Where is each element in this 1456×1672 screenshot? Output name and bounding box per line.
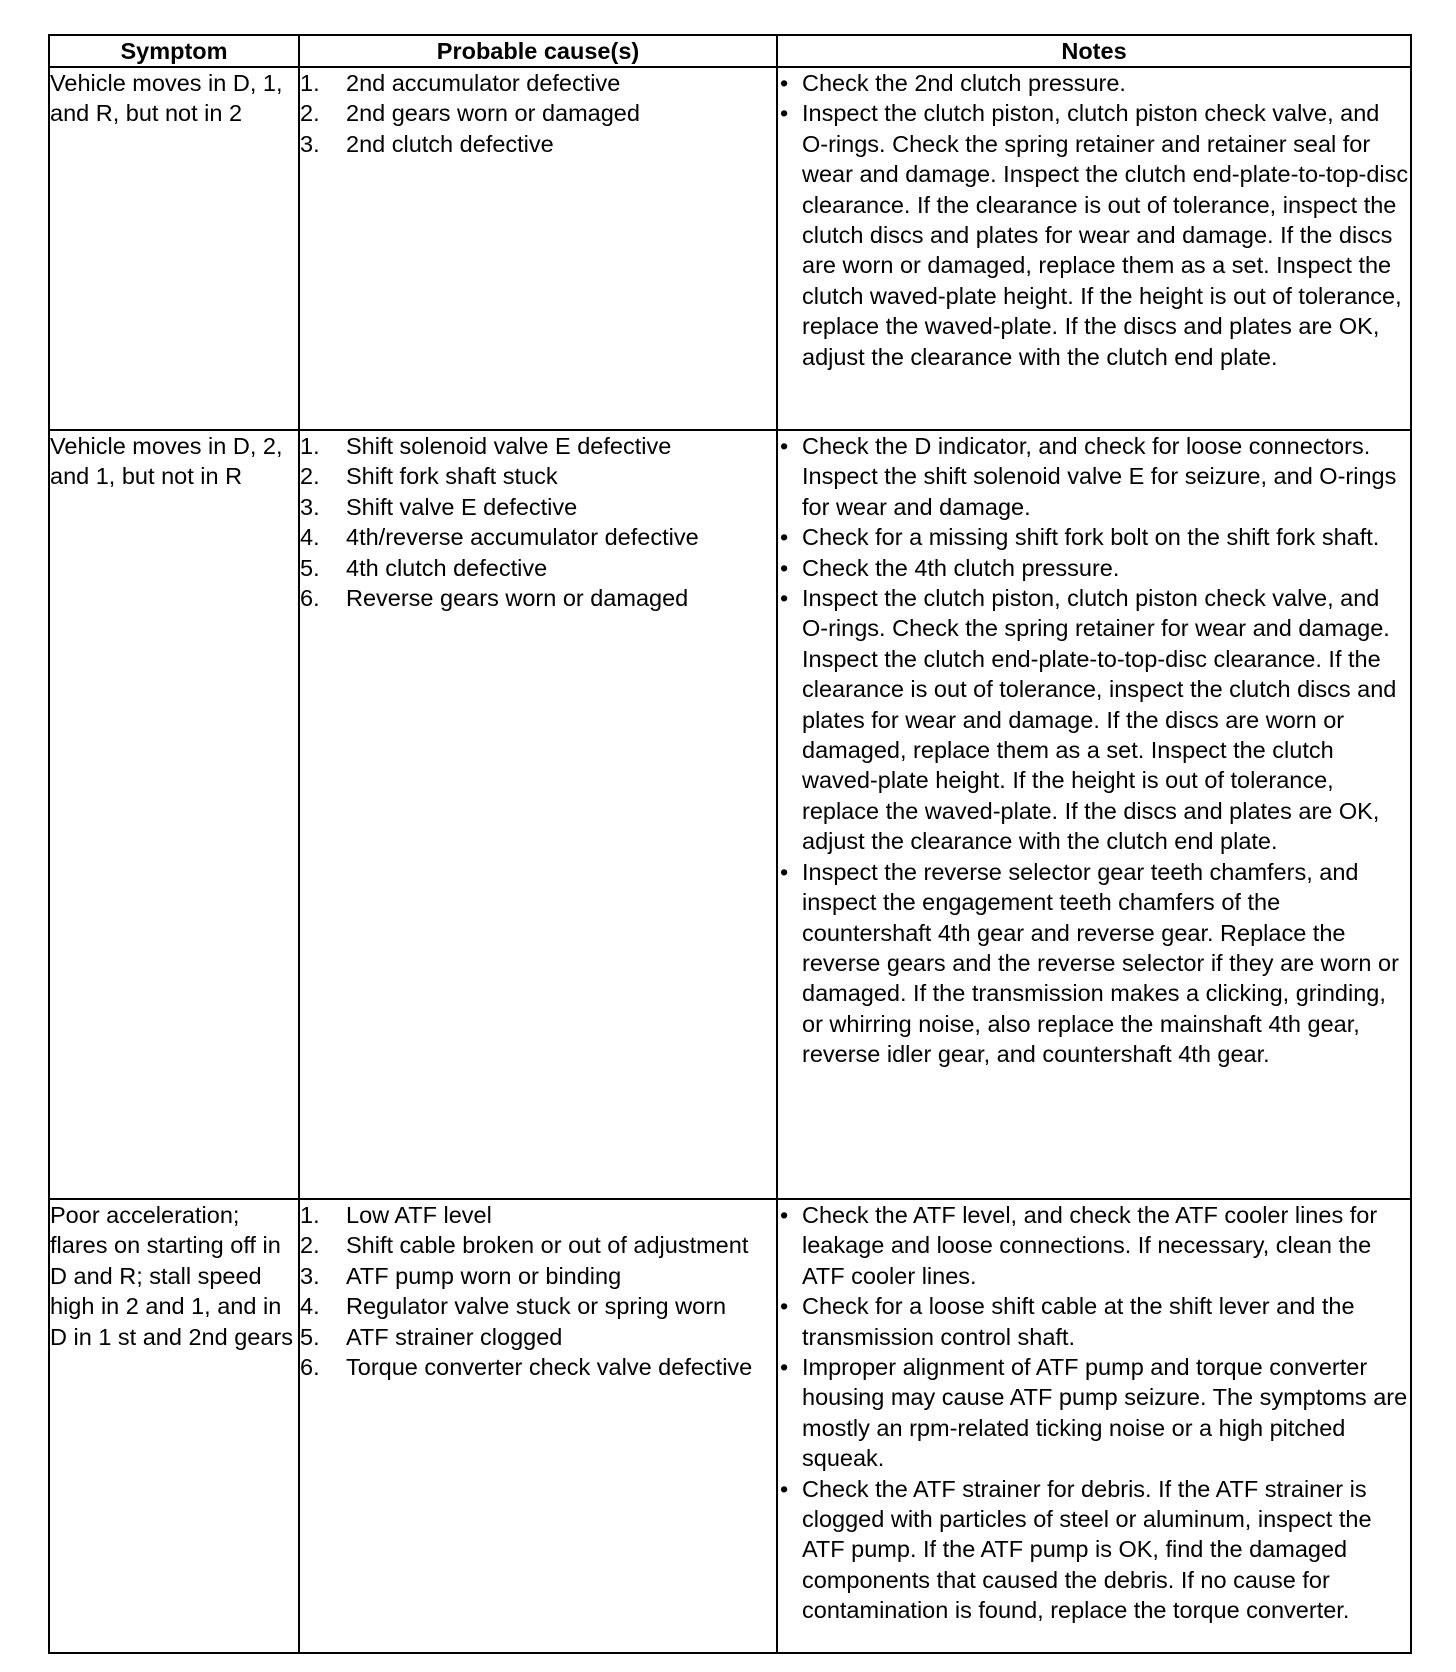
cause-text: ATF pump worn or binding bbox=[346, 1262, 622, 1289]
note-item: • Inspect the clutch piston, clutch piston check valve, and O-rings. Check the spring retainer for wear and damage. Inspect the clutch end-plate-to-top-disc clearance. If the clearance is out of tolerance, inspect the clutch discs and plates for wear and damage. If the discs are worn or damaged, replace them as a set. Inspect the clutch waved-plate height. If the height is out of tolerance, replace the waved-plate. If the discs and plates are OK, adjust the clearance with the clutch end plate. bbox=[778, 583, 1410, 857]
list-item bbox=[300, 583, 776, 613]
note-item: • Check for a missing shift fork bolt on the shift fork shaft. bbox=[778, 522, 1410, 552]
cause-text: Reverse gears worn or damaged bbox=[346, 585, 689, 612]
cause-number: 6. bbox=[300, 1354, 320, 1381]
list-item bbox=[300, 461, 776, 491]
cause-number: 2. bbox=[300, 463, 320, 490]
cause-number: 4. bbox=[300, 1293, 320, 1320]
cause-text: 4th/reverse accumulator defective bbox=[346, 524, 699, 551]
notes-cell bbox=[777, 430, 1411, 1199]
cause-text: Shift cable broken or out of adjustment bbox=[346, 1232, 749, 1259]
symptom-cell: Vehicle moves in D, 1, and R, but not in 2 bbox=[49, 67, 299, 430]
header-probable-causes: Probable cause(s) bbox=[299, 35, 777, 67]
header-row bbox=[49, 35, 1411, 67]
list-item bbox=[300, 68, 776, 98]
causes-list bbox=[300, 68, 776, 159]
cause-text: 4th clutch defective bbox=[346, 554, 548, 581]
notes-cell bbox=[777, 1199, 1411, 1653]
list-item bbox=[300, 1200, 776, 1230]
notes-list bbox=[778, 68, 1410, 372]
cause-text: Shift solenoid valve E defective bbox=[346, 433, 672, 459]
list-item bbox=[300, 1352, 776, 1382]
cause-number: 1. bbox=[300, 70, 320, 96]
table-row bbox=[49, 430, 1411, 1199]
list-item bbox=[300, 553, 776, 583]
note-item: • Inspect the reverse selector gear teeth chamfers, and inspect the engagement teeth chamfers of the countershaft 4th gear and reverse gear. Replace the reverse gears and the reverse selector if they are worn or damaged. If the transmission makes a clicking, grinding, or whirring noise, also replace the mainshaft 4th gear, reverse idler gear, and countershaft 4th gear. bbox=[778, 857, 1410, 1070]
cause-text: ATF strainer clogged bbox=[346, 1323, 563, 1350]
cause-text: Low ATF level bbox=[346, 1202, 492, 1228]
cause-number: 3. bbox=[300, 493, 320, 520]
cause-text: 2nd accumulator defective bbox=[346, 70, 621, 96]
causes-list bbox=[300, 1200, 776, 1382]
cause-text: 2nd clutch defective bbox=[346, 130, 554, 157]
cause-number: 2. bbox=[300, 100, 320, 127]
list-item bbox=[300, 1230, 776, 1260]
cause-number: 2. bbox=[300, 1232, 320, 1259]
table-row bbox=[49, 67, 1411, 430]
causes-cell bbox=[299, 67, 777, 430]
causes-cell bbox=[299, 1199, 777, 1653]
cause-text: Torque converter check valve defective bbox=[346, 1354, 753, 1381]
list-item bbox=[300, 1261, 776, 1291]
list-item bbox=[300, 1291, 776, 1321]
cause-number: 6. bbox=[300, 585, 320, 612]
note-item: • Improper alignment of ATF pump and torque converter housing may cause ATF pump seizure. The symptoms are mostly an rpm-related ticking noise or a high pitched squeak. bbox=[778, 1352, 1410, 1474]
cause-text: Shift fork shaft stuck bbox=[346, 463, 558, 490]
header-symptom: Symptom bbox=[49, 35, 299, 67]
list-item bbox=[300, 98, 776, 128]
notes-list bbox=[778, 431, 1410, 1070]
note-item: • Check the D indicator, and check for loose connectors. Inspect the shift solenoid valve E for seizure, and O-rings for wear and damage. bbox=[778, 431, 1410, 522]
note-item: • Check the 2nd clutch pressure. bbox=[778, 68, 1410, 98]
cause-text: Shift valve E defective bbox=[346, 493, 578, 520]
note-item: • Check the 4th clutch pressure. bbox=[778, 553, 1410, 583]
list-item bbox=[300, 129, 776, 159]
causes-list bbox=[300, 431, 776, 613]
cause-number: 4. bbox=[300, 524, 320, 551]
list-item bbox=[300, 492, 776, 522]
symptom-cell: Vehicle moves in D, 2, and 1, but not in R bbox=[49, 430, 299, 1199]
note-item: • Check the ATF level, and check the ATF cooler lines for leakage and loose connections. If necessary, clean the ATF cooler lines. bbox=[778, 1200, 1410, 1291]
list-item bbox=[300, 1322, 776, 1352]
cause-number: 3. bbox=[300, 130, 320, 157]
note-item: • Inspect the clutch piston, clutch piston check valve, and O-rings. Check the spring retainer and retainer seal for wear and damage. Inspect the clutch end-plate-to-top-disc clearance. If the clearance is out of tolerance, inspect the clutch discs and plates for wear and damage. If the discs are worn or damaged, replace them as a set. Inspect the clutch waved-plate height. If the height is out of tolerance, replace the waved-plate. If the discs and plates are OK, adjust the clearance with the clutch end plate. bbox=[778, 98, 1410, 372]
list-item bbox=[300, 431, 776, 461]
troubleshooting-page bbox=[48, 34, 1410, 1654]
cause-number: 1. bbox=[300, 433, 320, 459]
causes-cell bbox=[299, 430, 777, 1199]
note-item: • Check the ATF strainer for debris. If the ATF strainer is clogged with particles of steel or aluminum, inspect the ATF pump. If the ATF pump is OK, find the damaged components that caused the debris. If no cause for contamination is found, replace the torque converter. bbox=[778, 1474, 1410, 1626]
table-row bbox=[49, 1199, 1411, 1653]
notes-list bbox=[778, 1200, 1410, 1626]
cause-text: Regulator valve stuck or spring worn bbox=[346, 1293, 727, 1320]
list-item bbox=[300, 522, 776, 552]
cause-text: 2nd gears worn or damaged bbox=[346, 100, 640, 127]
symptom-cell: Poor acceleration; flares on starting off in D and R; stall speed high in 2 and 1, and in D in 1 st and 2nd gears bbox=[49, 1199, 299, 1653]
note-item: • Check for a loose shift cable at the shift lever and the transmission control shaft. bbox=[778, 1291, 1410, 1352]
troubleshooting-table bbox=[48, 34, 1412, 1654]
notes-cell bbox=[777, 67, 1411, 430]
cause-number: 3. bbox=[300, 1262, 320, 1289]
cause-number: 5. bbox=[300, 554, 320, 581]
cause-number: 5. bbox=[300, 1323, 320, 1350]
cause-number: 1. bbox=[300, 1202, 320, 1228]
header-notes: Notes bbox=[777, 35, 1411, 67]
